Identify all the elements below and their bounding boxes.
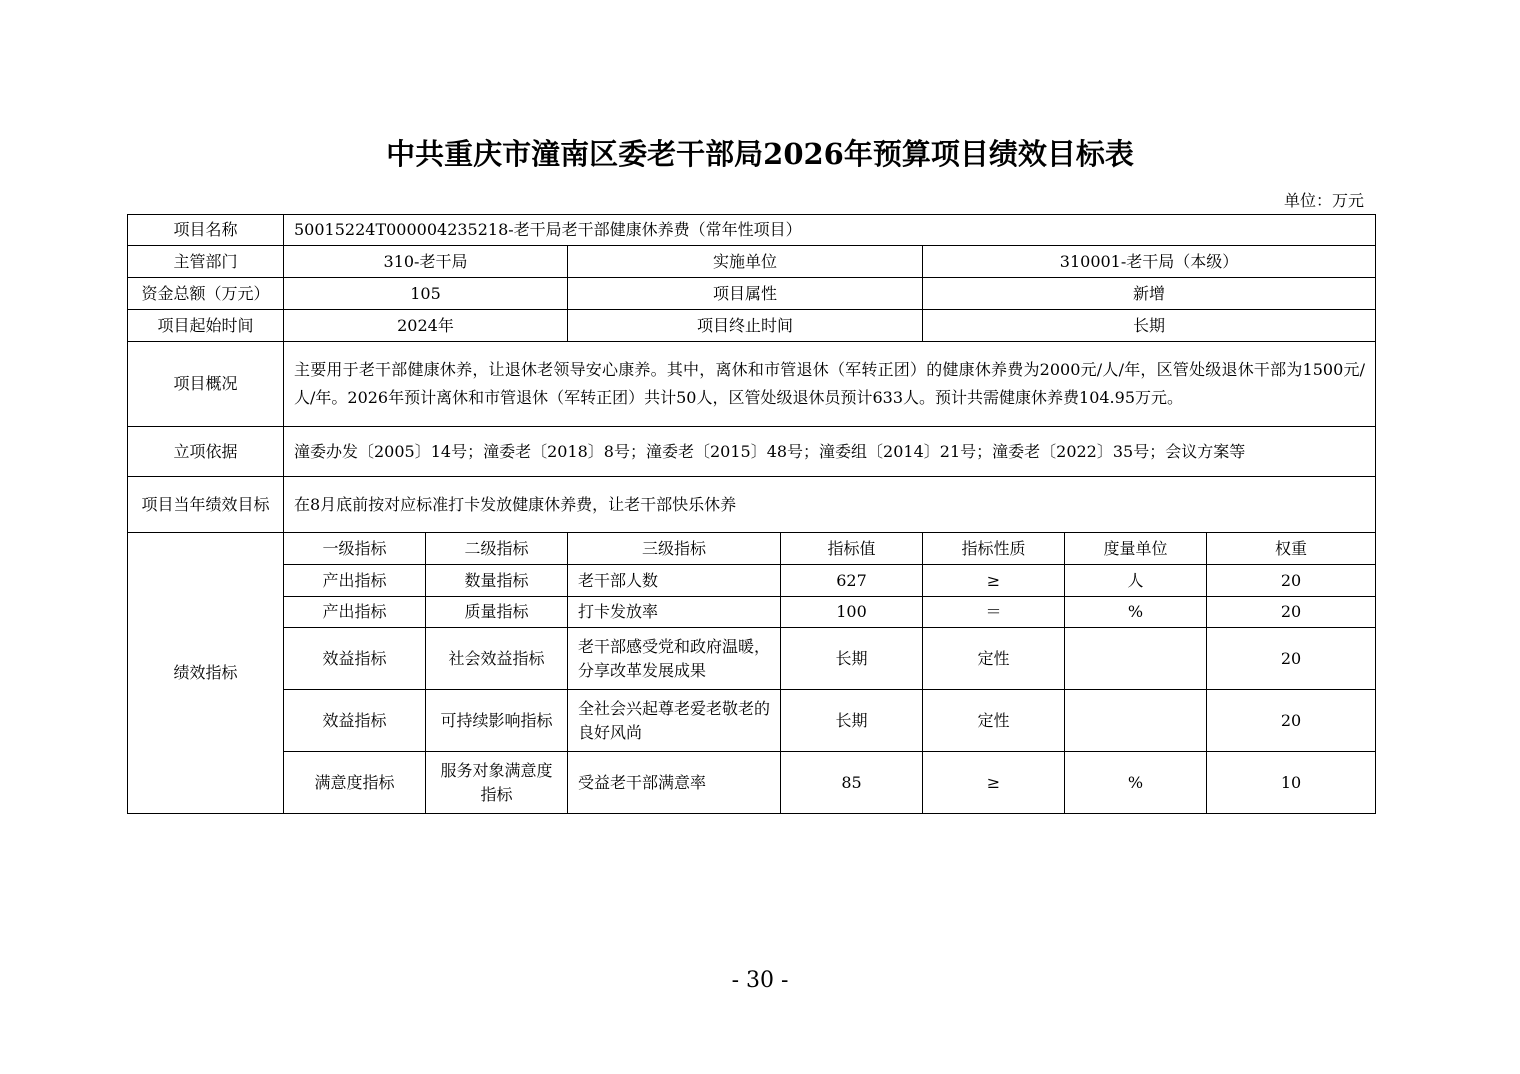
row-period (128, 310, 1376, 342)
row-department (128, 246, 1376, 278)
header-cell: 三级指标 (568, 533, 781, 565)
header-cell: 一级指标 (284, 533, 426, 565)
level1-cell: 满意度指标 (284, 752, 426, 814)
unit-cell: % (1065, 752, 1207, 814)
attr-label: 项目属性 (568, 278, 923, 310)
basis-value: 潼委办发〔2005〕14号；潼委老〔2018〕8号；潼委老〔2015〕48号；潼委组〔2014〕21号；潼委老〔2022〕35号；会议方案等 (284, 427, 1376, 477)
funds-label: 资金总额（万元） (128, 278, 284, 310)
level1-cell: 效益指标 (284, 690, 426, 752)
table-row (128, 690, 1376, 752)
row-basis (128, 427, 1376, 477)
row-funds (128, 278, 1376, 310)
row-project-name (128, 215, 1376, 246)
table-row (128, 597, 1376, 628)
project-name-label: 项目名称 (128, 215, 284, 246)
impl-label: 实施单位 (568, 246, 923, 278)
nature-cell: ≥ (923, 752, 1065, 814)
header-cell: 度量单位 (1065, 533, 1207, 565)
end-value: 长期 (923, 310, 1376, 342)
level2-cell: 可持续影响指标 (426, 690, 568, 752)
weight-cell: 20 (1207, 690, 1376, 752)
header-cell: 指标值 (781, 533, 923, 565)
value-cell: 85 (781, 752, 923, 814)
level2-cell: 社会效益指标 (426, 628, 568, 690)
level2-cell: 质量指标 (426, 597, 568, 628)
level1-cell: 产出指标 (284, 597, 426, 628)
unit-cell: 人 (1065, 565, 1207, 597)
funds-value: 105 (284, 278, 568, 310)
unit-cell: % (1065, 597, 1207, 628)
impl-value: 310001-老干局（本级） (923, 246, 1376, 278)
table-row (128, 628, 1376, 690)
level1-cell: 产出指标 (284, 565, 426, 597)
nature-cell: 定性 (923, 690, 1065, 752)
value-cell: 100 (781, 597, 923, 628)
level2-cell: 数量指标 (426, 565, 568, 597)
nature-cell: 定性 (923, 628, 1065, 690)
level2-cell: 服务对象满意度指标 (426, 752, 568, 814)
row-goal (128, 477, 1376, 533)
value-cell: 长期 (781, 690, 923, 752)
attr-value: 新增 (923, 278, 1376, 310)
page-title: 中共重庆市潼南区委老干部局2026年预算项目绩效目标表 (386, 137, 1134, 171)
value-cell: 长期 (781, 628, 923, 690)
level3-cell: 打卡发放率 (568, 597, 781, 628)
level3-cell: 受益老干部满意率 (568, 752, 781, 814)
page-number: - 30 - (731, 968, 789, 993)
level3-cell: 老干部感受党和政府温暖，分享改革发展成果 (568, 628, 781, 690)
basis-label: 立项依据 (128, 427, 284, 477)
start-value: 2024年 (284, 310, 568, 342)
weight-cell: 10 (1207, 752, 1376, 814)
level3-cell: 全社会兴起尊老爱老敬老的良好风尚 (568, 690, 781, 752)
level1-cell: 效益指标 (284, 628, 426, 690)
goal-label: 项目当年绩效目标 (128, 477, 284, 533)
start-label: 项目起始时间 (128, 310, 284, 342)
weight-cell: 20 (1207, 565, 1376, 597)
overview-label: 项目概况 (128, 342, 284, 427)
unit-cell (1065, 628, 1207, 690)
value-cell: 627 (781, 565, 923, 597)
header-cell: 权重 (1207, 533, 1376, 565)
unit-label: 单位：万元 (1283, 191, 1364, 210)
dept-label: 主管部门 (128, 246, 284, 278)
row-overview (128, 342, 1376, 427)
header-cell: 指标性质 (923, 533, 1065, 565)
weight-cell: 20 (1207, 628, 1376, 690)
table-row (128, 752, 1376, 814)
level3-cell: 老干部人数 (568, 565, 781, 597)
nature-cell: ≥ (923, 565, 1065, 597)
project-name-value: 50015224T000004235218-老干局老干部健康休养费（常年性项目） (284, 215, 1376, 246)
dept-value: 310-老干局 (284, 246, 568, 278)
table-row (128, 565, 1376, 597)
end-label: 项目终止时间 (568, 310, 923, 342)
unit-cell (1065, 690, 1207, 752)
goal-value: 在8月底前按对应标准打卡发放健康休养费，让老干部快乐休养 (284, 477, 1376, 533)
overview-value: 主要用于老干部健康休养，让退休老领导安心康养。其中，离休和市管退休（军转正团）的健康休养费为2000元/人/年，区管处级退休干部为1500元/人/年。2026年预计离休和市管退休（军转正团）共计50人，区管处级退休员预计633人。预计共需健康休养费104.95万元。 (284, 342, 1376, 427)
nature-cell: ＝ (923, 597, 1065, 628)
performance-header-row (128, 533, 1376, 565)
budget-performance-table (127, 214, 1376, 814)
header-cell: 二级指标 (426, 533, 568, 565)
performance-label: 绩效指标 (128, 533, 284, 814)
weight-cell: 20 (1207, 597, 1376, 628)
